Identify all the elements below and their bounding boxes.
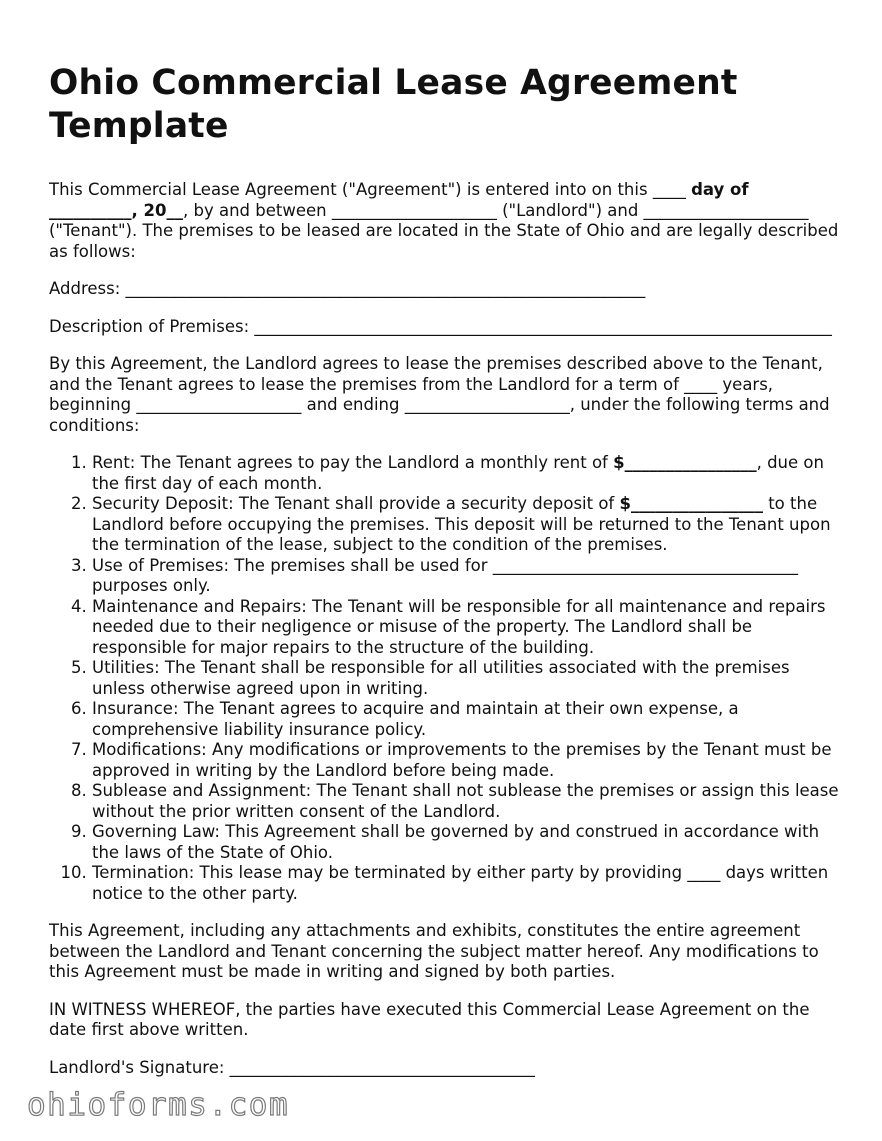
intro-text-start: This Commercial Lease Agreement ("Agreement") is entered into on this ____ — [49, 180, 692, 199]
term-deposit-text-end: to the Landlord before occupying the premises. This deposit will be returned to the Tenant upon the termination of the lease, subject to the condition of the premises. — [92, 494, 831, 554]
premises-description-line: Description of Premises: ______________________________________________________________________ — [49, 316, 832, 336]
lease-terms-paragraph: By this Agreement, the Landlord agrees to lease the premises described above to the Tenant, and the Tenant agrees to lease the premises from the Landlord for a term of ____ years, beginning ____________________ and ending ____________________, under the following terms and conditions: — [49, 354, 830, 435]
intro-date-blank: day of __________, 20__ — [49, 180, 749, 220]
term-governing-law: 9. Governing Law: This Agreement shall be governed by and construed in accordance with the laws of the State of Ohio. — [92, 822, 839, 863]
term-security-deposit — [92, 494, 839, 556]
term-maintenance: 4. Maintenance and Repairs: The Tenant will be responsible for all maintenance and repairs needed due to their negligence or misuse of the property. The Landlord shall be responsible for major repairs to the structure of the building. — [92, 597, 839, 659]
term-modifications: 7. Modifications: Any modifications or improvements to the premises by the Tenant must be approved in writing by the Landlord before being made. — [92, 740, 839, 781]
deposit-amount-blank: $________________ — [619, 494, 763, 513]
term-insurance: 6. Insurance: The Tenant agrees to acquire and maintain at their own expense, a comprehensive liability insurance policy. — [92, 699, 839, 740]
term-deposit-text: Security Deposit: The Tenant shall provide a security deposit of — [92, 494, 620, 513]
rent-amount-blank: $________________ — [613, 453, 757, 472]
entire-agreement-paragraph: This Agreement, including any attachments and exhibits, constitutes the entire agreement between the Landlord and Tenant concerning the subject matter hereof. Any modifications to this Agreement must be made in writing and signed by both parties. — [49, 921, 819, 981]
document-title: Ohio Commercial Lease Agreement Template — [49, 63, 738, 146]
witness-paragraph: IN WITNESS WHEREOF, the parties have executed this Commercial Lease Agreement on the date first above written. — [49, 999, 810, 1039]
term-rent — [92, 453, 839, 494]
term-termination: 10. Termination: This lease may be terminated by either party by providing ____ days written notice to the other party. — [92, 863, 839, 904]
document-page — [49, 62, 839, 1078]
term-use-of-premises: 3. Use of Premises: The premises shall be used for _____________________________________ purposes only. — [92, 556, 839, 597]
term-utilities: 5. Utilities: The Tenant shall be responsible for all utilities associated with the premises unless otherwise agreed upon in writing. — [92, 658, 839, 699]
intro-text-end: , by and between ____________________ ("Landlord") and ____________________ ("Tenant"). The premises to be leased are located in the State of Ohio and are legally described as follows: — [49, 200, 839, 261]
terms-list — [49, 453, 839, 904]
term-rent-text: Rent: The Tenant agrees to pay the Landlord a monthly rent of — [92, 453, 614, 472]
landlord-signature-line: Landlord's Signature: _____________________________________ — [49, 1057, 535, 1077]
term-sublease: 8. Sublease and Assignment: The Tenant shall not sublease the premises or assign this lease without the prior written consent of the Landlord. — [92, 781, 839, 822]
term-rent-text-end: , due on the first day of each month. — [92, 453, 824, 493]
address-line: Address: _______________________________________________________________ — [49, 279, 646, 298]
intro-paragraph — [49, 180, 839, 262]
watermark-logo: ohioforms.com — [27, 1087, 290, 1123]
